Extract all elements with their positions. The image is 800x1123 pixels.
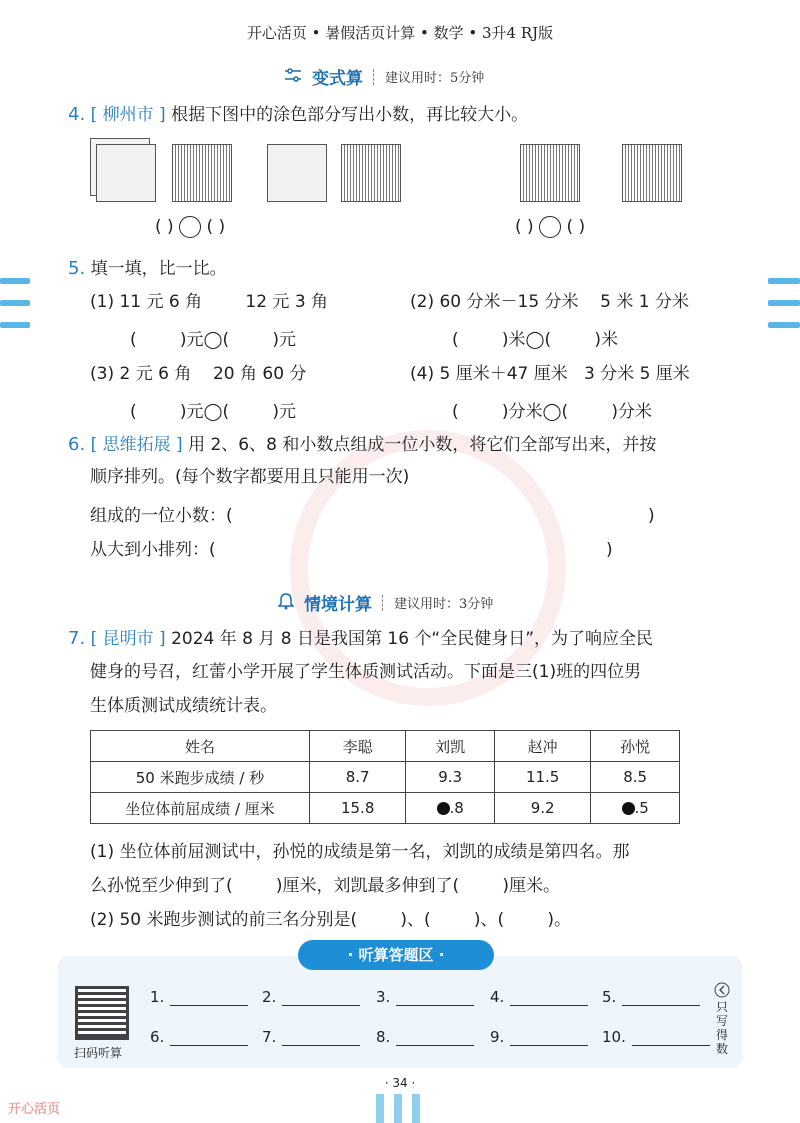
q7-sub-1: (1) 坐位体前屈测试中，孙悦的成绩是第一名，刘凯的成绩是第四名。那 [90,842,630,862]
table-header-cell: 刘凯 [406,731,495,762]
answer-line[interactable] [170,991,248,1006]
table-header-cell: 赵冲 [494,731,590,762]
table-cell [591,793,680,824]
figure-square-empty [267,144,327,202]
side-note: 只写得数 [716,1000,729,1056]
answer-card-banner: · 听算答题区 · [298,940,494,970]
question-tag: [ 柳州市 ] [90,105,166,125]
table-cell: 15.8 [310,793,406,824]
compare-circle[interactable] [179,216,201,238]
slot-number: 9. [490,1028,505,1046]
slot-number: 7. [262,1028,277,1046]
question-4 [68,104,528,126]
section-title-bar [278,590,493,615]
bell-icon [278,592,294,614]
cell-value: .5 [634,799,649,817]
answer-blank[interactable]: ( ) [566,217,586,237]
side-decoration [768,322,800,328]
answer-slot[interactable] [150,1028,248,1046]
answer-slot[interactable] [490,1028,588,1046]
slot-number: 2. [262,988,277,1006]
row-label: 50 米跑步成绩 / 秒 [91,762,310,793]
answer-slot[interactable] [262,1028,360,1046]
question-5 [68,258,227,280]
bottom-decoration [376,1094,384,1123]
answer-blank[interactable]: ( ) [206,217,226,237]
bottom-decoration [394,1094,402,1123]
section-tip: 建议用时：5分钟 [385,71,485,86]
slot-number: 1. [150,988,165,1006]
q6-line-2: 从大到小排列：( [90,540,216,560]
bottom-decoration [412,1094,420,1123]
question-tag: [ 思维拓展 ] [90,435,183,455]
qr-code[interactable] [75,986,129,1040]
figure-square-striped [172,144,232,202]
question-text: 用 2、6、8 和小数点组成一位小数，将它们全部写出来，并按 [188,435,657,455]
question-text: 根据下图中的涂色部分写出小数，再比较大小。 [171,105,529,125]
slot-number: 4. [490,988,505,1006]
table-row [91,793,680,824]
q5-answer-3[interactable]: ( )元◯( )元 [130,402,297,422]
qr-label: 扫码听算 [74,1046,123,1060]
section-title: 情境计算 [304,595,372,615]
side-decoration [768,300,800,306]
answer-line[interactable] [510,1031,588,1046]
answer-line[interactable] [282,1031,360,1046]
table-cell: 9.2 [494,793,590,824]
row-label: 坐位体前屈成绩 / 厘米 [91,793,310,824]
answer-slot[interactable] [602,988,700,1006]
q5-answer-4[interactable]: ( )分米◯( )分米 [452,402,653,422]
q6-line-2-end: ) [606,540,613,560]
question-tag: [ 昆明市 ] [90,629,166,649]
table-cell: 11.5 [494,762,590,793]
compare-circle[interactable] [539,216,561,238]
brand-logo: 开心活页 [8,1102,61,1117]
answer-line[interactable] [622,991,700,1006]
question-6 [68,434,656,456]
hidden-digit-dot [622,802,635,815]
answer-line[interactable] [632,1031,710,1046]
figure-square-striped [622,144,682,202]
figure-square-striped [341,144,401,202]
answer-slot[interactable] [602,1028,710,1046]
cell-value: .8 [449,799,464,817]
answer-card [58,956,742,1068]
slot-number: 8. [376,1028,391,1046]
side-decoration [0,300,30,306]
answer-blank-group [515,216,585,238]
q6-line-1-end: ) [648,506,655,526]
table-row [91,762,680,793]
q5-answer-1[interactable]: ( )元◯( )元 [130,330,297,350]
table-header-cell: 孙悦 [591,731,680,762]
hidden-digit-dot [437,802,450,815]
table-header-row [91,731,680,762]
answer-slot[interactable] [150,988,248,1006]
answer-slot[interactable] [490,988,588,1006]
answer-line[interactable] [282,991,360,1006]
question-7 [68,628,653,650]
question-number: 4. [68,104,86,125]
table-cell: 9.3 [406,762,495,793]
table-header-cell: 姓名 [91,731,310,762]
answer-blank[interactable]: ( ) [515,217,534,237]
question-number: 5. [68,258,86,279]
question-number: 7. [68,628,86,649]
side-decoration [768,278,800,284]
score-table [90,730,680,824]
section-tip: 建议用时：3分钟 [394,597,494,612]
section-title-bar [284,64,484,89]
question-text-cont: 生体质测试成绩统计表。 [90,696,277,716]
slot-number: 10. [602,1028,626,1046]
table-cell [406,793,495,824]
figure-square-striped [520,144,580,202]
slot-number: 3. [376,988,391,1006]
page-header: 开心活页 • 暑假活页计算 • 数学 • 3升4 RJ版 [246,24,554,42]
divider [373,69,375,85]
chevron-left-icon [714,982,730,1002]
answer-blank-group [155,216,225,238]
answer-blank[interactable]: ( ) [155,217,174,237]
answer-line[interactable] [170,1031,248,1046]
side-decoration [0,322,30,328]
table-cell: 8.5 [591,762,680,793]
slot-number: 6. [150,1028,165,1046]
table-header-cell: 李聪 [310,731,406,762]
answer-slot[interactable] [262,988,360,1006]
answer-line[interactable] [396,1031,474,1046]
section-title: 变式算 [312,69,363,89]
q7-sub-2[interactable]: (2) 50 米跑步测试的前三名分别是( )、( )、( )。 [90,910,572,930]
slot-number: 5. [602,988,617,1006]
answer-slot[interactable] [376,988,474,1006]
page-number: · 34 · [384,1076,416,1090]
q6-line-1: 组成的一位小数：( [90,506,233,526]
q5-part-1: (1) 11 元 6 角 12 元 3 角 [90,292,329,312]
table-cell: 8.7 [310,762,406,793]
q5-part-3: (3) 2 元 6 角 20 角 60 分 [90,364,307,384]
figure-square-empty [96,144,156,202]
question-number: 6. [68,434,86,455]
q7-sub-1-cont[interactable]: 么孙悦至少伸到了( )厘米，刘凯最多伸到了( )厘米。 [90,876,560,896]
question-text-cont: 顺序排列。(每个数字都要用且只能用一次) [90,467,410,487]
q5-answer-2[interactable]: ( )米◯( )米 [452,330,619,350]
divider [382,595,384,611]
answer-line[interactable] [510,991,588,1006]
question-text: 2024 年 8 月 8 日是我国第 16 个“全民健身日”，为了响应全民 [171,629,654,649]
question-text: 填一填，比一比。 [90,259,227,279]
sliders-icon [284,67,302,87]
side-decoration [0,278,30,284]
q5-part-2: (2) 60 分米－15 分米 5 米 1 分米 [410,292,690,312]
answer-line[interactable] [396,991,474,1006]
answer-slot[interactable] [376,1028,474,1046]
q5-part-4: (4) 5 厘米＋47 厘米 3 分米 5 厘米 [410,364,690,384]
question-text-cont: 健身的号召，红蕾小学开展了学生体质测试活动。下面是三(1)班的四位男 [90,662,642,682]
